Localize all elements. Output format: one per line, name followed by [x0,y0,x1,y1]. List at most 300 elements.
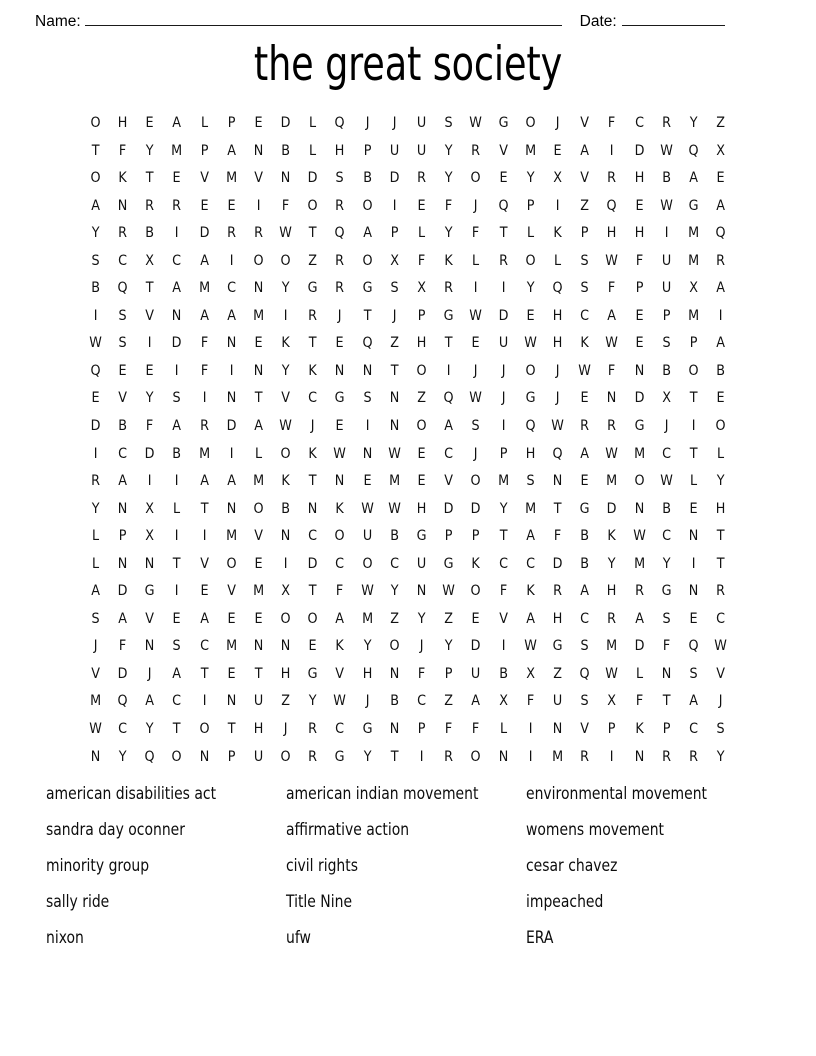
grid-cell[interactable]: M [171,142,183,159]
grid-cell[interactable]: E [200,197,209,214]
grid-cell[interactable]: O [280,610,291,627]
grid-cell[interactable]: G [144,583,155,600]
grid-cell[interactable]: L [635,665,643,682]
word-list-item[interactable]: environmental movement [526,784,708,804]
grid-cell[interactable]: R [172,197,182,214]
grid-cell[interactable]: D [471,638,481,655]
grid-cell[interactable]: I [691,418,696,435]
grid-cell[interactable]: V [444,473,454,490]
grid-cell[interactable]: M [687,252,699,269]
grid-cell[interactable]: T [308,473,317,490]
grid-cell[interactable]: A [607,307,617,324]
grid-cell[interactable]: Z [417,390,426,407]
grid-cell[interactable]: C [689,721,698,738]
grid-cell[interactable]: T [553,500,562,517]
grid-cell[interactable]: W [659,473,673,490]
grid-cell[interactable]: A [226,473,236,490]
grid-cell[interactable]: Q [334,225,346,242]
grid-cell[interactable]: Z [444,610,454,627]
grid-cell[interactable]: E [417,445,426,462]
word-list-item[interactable]: ERA [526,928,554,948]
grid-cell[interactable]: S [91,252,100,269]
grid-cell[interactable]: M [225,528,237,545]
grid-cell[interactable]: L [309,142,317,159]
grid-cell[interactable]: N [362,362,372,379]
grid-cell[interactable]: K [607,528,617,545]
grid-cell[interactable]: F [118,638,127,655]
grid-cell[interactable]: L [254,445,263,462]
grid-cell[interactable]: O [226,555,237,572]
grid-cell[interactable]: V [90,665,100,682]
grid-cell[interactable]: Y [444,225,453,242]
grid-cell[interactable]: L [553,252,562,269]
grid-cell[interactable]: D [634,638,645,655]
grid-cell[interactable]: N [335,362,345,379]
grid-cell[interactable]: G [579,500,590,517]
word-list-item[interactable]: civil rights [286,856,358,876]
grid-cell[interactable]: R [634,583,644,600]
grid-cell[interactable]: S [172,638,181,655]
grid-cell[interactable]: A [118,610,127,627]
grid-cell[interactable]: V [226,583,236,600]
grid-cell[interactable]: T [200,500,208,517]
grid-cell[interactable]: V [498,142,508,159]
grid-cell[interactable]: S [662,610,671,627]
grid-cell[interactable]: U [416,115,427,131]
grid-cell[interactable]: G [661,583,672,600]
grid-cell[interactable]: O [199,721,210,738]
grid-cell[interactable]: V [580,721,590,738]
grid-cell[interactable]: G [335,390,345,407]
grid-cell[interactable]: E [580,473,589,490]
grid-cell[interactable]: S [580,252,589,269]
grid-cell[interactable]: W [279,225,292,242]
grid-cell[interactable]: J [555,362,560,379]
grid-cell[interactable]: J [474,197,478,214]
grid-cell[interactable]: N [117,500,128,517]
grid-cell[interactable]: I [446,362,451,379]
grid-cell[interactable]: I [202,693,206,710]
grid-cell[interactable]: C [118,252,127,269]
grid-cell[interactable]: A [226,142,236,159]
grid-cell[interactable]: C [308,390,318,407]
grid-cell[interactable]: Z [553,665,562,682]
grid-cell[interactable]: R [607,610,617,627]
grid-cell[interactable]: I [256,197,261,214]
grid-cell[interactable]: Q [525,418,536,435]
grid-cell[interactable]: X [390,252,399,269]
grid-cell[interactable]: C [335,555,345,572]
grid-cell[interactable]: B [661,170,671,187]
word-list-item[interactable]: nixon [46,928,84,948]
grid-cell[interactable]: W [605,445,619,462]
grid-cell[interactable]: N [280,528,291,545]
grid-cell[interactable]: O [280,252,291,269]
grid-cell[interactable]: P [227,115,236,131]
grid-cell[interactable]: I [147,335,152,352]
grid-cell[interactable]: D [117,583,128,600]
grid-cell[interactable]: G [307,665,318,682]
grid-cell[interactable]: N [634,500,644,517]
grid-cell[interactable]: T [173,721,181,738]
grid-cell[interactable]: H [715,500,726,517]
grid-cell[interactable]: V [254,170,263,187]
grid-cell[interactable]: T [145,170,154,187]
grid-cell[interactable]: J [93,638,98,655]
grid-cell[interactable]: B [661,500,671,517]
grid-cell[interactable]: G [443,307,454,324]
grid-cell[interactable]: W [524,335,537,352]
grid-cell[interactable]: H [607,583,617,600]
grid-cell[interactable]: A [145,693,155,710]
grid-cell[interactable]: J [365,115,370,131]
grid-cell[interactable]: O [307,610,318,627]
grid-cell[interactable]: X [689,280,698,297]
grid-cell[interactable]: V [580,115,590,131]
grid-cell[interactable]: N [634,748,644,765]
grid-cell[interactable]: U [661,252,671,269]
grid-cell[interactable]: F [526,693,535,710]
grid-cell[interactable]: P [662,307,671,324]
grid-cell[interactable]: X [553,170,562,187]
grid-cell[interactable]: W [333,445,347,462]
grid-cell[interactable]: Q [117,693,128,710]
grid-cell[interactable]: R [689,748,698,765]
grid-cell[interactable]: Y [444,638,453,655]
grid-cell[interactable]: H [416,500,427,517]
grid-cell[interactable]: N [226,335,237,352]
grid-cell[interactable]: D [199,225,210,242]
grid-cell[interactable]: L [472,252,480,269]
grid-cell[interactable]: Y [526,280,535,297]
grid-cell[interactable]: E [227,665,236,682]
grid-cell[interactable]: N [688,528,699,545]
grid-cell[interactable]: N [552,473,563,490]
grid-cell[interactable]: C [661,528,671,545]
grid-cell[interactable]: L [689,473,698,490]
grid-cell[interactable]: T [308,225,317,242]
grid-cell[interactable]: B [580,528,590,545]
grid-cell[interactable]: T [716,555,725,572]
grid-cell[interactable]: V [281,390,291,407]
grid-cell[interactable]: O [688,362,699,379]
grid-cell[interactable]: A [172,418,182,435]
grid-cell[interactable]: N [335,473,345,490]
grid-cell[interactable]: O [307,197,318,214]
grid-cell[interactable]: R [254,225,263,242]
grid-cell[interactable]: U [253,748,264,765]
grid-cell[interactable]: I [283,555,288,572]
grid-cell[interactable]: H [280,665,291,682]
grid-cell[interactable]: T [145,280,154,297]
grid-cell[interactable]: K [335,500,345,517]
grid-cell[interactable]: P [118,528,127,545]
grid-cell[interactable]: R [145,197,155,214]
grid-cell[interactable]: P [472,528,480,545]
grid-cell[interactable]: B [90,280,100,297]
grid-cell[interactable]: R [444,748,454,765]
grid-cell[interactable]: Q [117,280,128,297]
grid-cell[interactable]: Y [363,748,372,765]
grid-cell[interactable]: E [471,610,480,627]
grid-cell[interactable]: E [580,390,589,407]
grid-cell[interactable]: A [634,610,644,627]
grid-cell[interactable]: Y [281,362,290,379]
grid-cell[interactable]: F [472,721,480,738]
word-list-item[interactable]: womens movement [526,820,665,840]
grid-cell[interactable]: F [417,252,426,269]
grid-cell[interactable]: I [610,748,614,765]
grid-cell[interactable]: P [200,142,208,159]
grid-cell[interactable]: E [227,610,236,627]
grid-cell[interactable]: P [608,721,616,738]
grid-cell[interactable]: W [714,638,727,655]
grid-cell[interactable]: O [362,197,373,214]
grid-cell[interactable]: F [635,693,643,710]
grid-cell[interactable]: P [580,225,589,242]
grid-cell[interactable]: T [499,528,508,545]
grid-cell[interactable]: N [498,748,508,765]
grid-cell[interactable]: J [474,362,478,379]
grid-cell[interactable]: Y [145,721,154,738]
grid-cell[interactable]: C [498,555,508,572]
grid-cell[interactable]: T [444,335,453,352]
grid-cell[interactable]: W [659,197,673,214]
grid-cell[interactable]: G [552,638,563,655]
grid-cell[interactable]: T [227,721,236,738]
grid-cell[interactable]: V [335,665,345,682]
grid-cell[interactable]: V [145,307,155,324]
grid-cell[interactable]: C [444,445,454,462]
grid-cell[interactable]: D [634,390,645,407]
grid-cell[interactable]: L [499,721,507,738]
grid-cell[interactable]: C [634,115,644,131]
grid-cell[interactable]: R [444,280,454,297]
grid-cell[interactable]: V [498,610,508,627]
grid-cell[interactable]: G [335,748,345,765]
grid-cell[interactable]: E [91,390,100,407]
grid-cell[interactable]: C [417,693,427,710]
grid-cell[interactable]: I [229,362,234,379]
grid-cell[interactable]: D [307,555,318,572]
grid-cell[interactable]: L [91,555,99,572]
grid-cell[interactable]: U [389,142,400,159]
grid-cell[interactable]: Q [552,445,563,462]
grid-cell[interactable]: U [661,280,671,297]
grid-cell[interactable]: O [171,748,182,765]
grid-cell[interactable]: O [253,252,264,269]
grid-cell[interactable]: L [173,500,181,517]
grid-cell[interactable]: M [524,500,536,517]
grid-cell[interactable]: H [362,665,373,682]
grid-cell[interactable]: W [605,665,619,682]
grid-cell[interactable]: T [308,583,317,600]
grid-cell[interactable]: D [389,170,400,187]
grid-cell[interactable]: E [200,583,209,600]
grid-cell[interactable]: F [608,280,616,297]
grid-cell[interactable]: E [308,638,317,655]
grid-cell[interactable]: R [308,748,318,765]
grid-cell[interactable]: J [392,307,397,324]
grid-cell[interactable]: P [526,197,535,214]
grid-cell[interactable]: E [417,473,426,490]
grid-cell[interactable]: E [499,170,508,187]
grid-cell[interactable]: R [308,307,318,324]
grid-cell[interactable]: C [661,445,671,462]
grid-cell[interactable]: E [172,610,181,627]
grid-cell[interactable]: B [661,362,671,379]
word-search-grid[interactable] [82,110,735,771]
name-write-line[interactable] [85,25,562,26]
word-list-item[interactable]: minority group [46,856,150,876]
grid-cell[interactable]: B [362,170,372,187]
grid-cell[interactable]: M [225,638,237,655]
grid-cell[interactable]: E [471,335,480,352]
grid-cell[interactable]: E [635,197,644,214]
grid-cell[interactable]: A [90,197,100,214]
grid-cell[interactable]: A [716,280,726,297]
grid-cell[interactable]: S [716,721,725,738]
grid-cell[interactable]: Q [90,362,101,379]
word-list-item[interactable]: american indian movement [286,784,479,804]
grid-cell[interactable]: N [389,721,400,738]
grid-cell[interactable]: M [361,610,373,627]
grid-cell[interactable]: Y [308,693,317,710]
word-list-item[interactable]: ufw [286,928,311,948]
grid-cell[interactable]: F [662,638,670,655]
grid-cell[interactable]: K [118,170,127,187]
grid-cell[interactable]: A [471,693,481,710]
grid-cell[interactable]: E [172,170,181,187]
grid-cell[interactable]: L [526,225,534,242]
grid-cell[interactable]: A [689,170,698,187]
grid-cell[interactable]: C [118,445,127,462]
grid-cell[interactable]: I [501,638,506,655]
grid-cell[interactable]: C [580,307,590,324]
grid-cell[interactable]: D [117,665,128,682]
grid-cell[interactable]: I [718,307,723,324]
grid-cell[interactable]: R [498,252,508,269]
grid-cell[interactable]: G [498,115,509,131]
grid-cell[interactable]: X [417,280,426,297]
grid-cell[interactable]: F [553,528,562,545]
grid-cell[interactable]: S [580,638,589,655]
grid-cell[interactable]: N [117,555,128,572]
grid-cell[interactable]: F [635,252,643,269]
grid-cell[interactable]: N [172,307,182,324]
grid-cell[interactable]: N [389,665,400,682]
grid-cell[interactable]: P [499,445,508,462]
grid-cell[interactable]: S [363,390,372,407]
grid-cell[interactable]: N [389,418,400,435]
grid-cell[interactable]: J [555,390,560,407]
grid-cell[interactable]: E [553,142,562,159]
grid-cell[interactable]: P [227,748,236,765]
grid-cell[interactable]: O [334,528,346,545]
grid-cell[interactable]: W [659,142,673,159]
grid-cell[interactable]: C [172,693,182,710]
grid-cell[interactable]: A [580,445,590,462]
grid-cell[interactable]: P [417,307,426,324]
grid-cell[interactable]: I [175,473,179,490]
grid-cell[interactable]: I [175,225,179,242]
grid-cell[interactable]: K [526,583,535,600]
grid-cell[interactable]: P [363,142,372,159]
grid-cell[interactable]: I [283,307,288,324]
grid-cell[interactable]: M [687,307,699,324]
grid-cell[interactable]: M [552,748,564,765]
grid-cell[interactable]: T [200,665,208,682]
grid-cell[interactable]: Q [498,197,509,214]
grid-cell[interactable]: M [198,445,210,462]
grid-cell[interactable]: E [227,197,236,214]
grid-cell[interactable]: W [551,418,564,435]
grid-cell[interactable]: N [253,638,264,655]
grid-cell[interactable]: E [689,500,698,517]
grid-cell[interactable]: H [525,445,536,462]
grid-cell[interactable]: S [471,418,481,435]
grid-cell[interactable]: T [363,307,372,324]
grid-cell[interactable]: P [417,721,426,738]
grid-cell[interactable]: E [417,197,426,214]
grid-cell[interactable]: K [335,638,345,655]
grid-cell[interactable]: U [471,665,481,682]
grid-cell[interactable]: Y [689,115,698,131]
grid-cell[interactable]: M [633,445,645,462]
grid-cell[interactable]: I [175,528,179,545]
grid-cell[interactable]: G [634,418,645,435]
grid-cell[interactable]: I [229,445,234,462]
grid-cell[interactable]: J [392,115,397,131]
grid-cell[interactable]: K [308,362,318,379]
grid-cell[interactable]: G [307,280,318,297]
grid-cell[interactable]: R [553,583,562,600]
grid-cell[interactable]: U [362,528,372,545]
grid-cell[interactable]: O [470,473,481,490]
grid-cell[interactable]: H [634,225,644,242]
grid-cell[interactable]: B [118,418,127,435]
grid-cell[interactable]: R [580,748,590,765]
grid-cell[interactable]: R [199,418,209,435]
grid-cell[interactable]: B [580,555,590,572]
grid-cell[interactable]: A [716,197,726,214]
grid-cell[interactable]: F [499,583,507,600]
grid-cell[interactable]: O [280,748,291,765]
grid-cell[interactable]: P [662,721,671,738]
grid-cell[interactable]: I [229,252,234,269]
grid-cell[interactable]: R [118,225,127,242]
grid-cell[interactable]: W [279,418,292,435]
grid-cell[interactable]: Y [281,280,290,297]
grid-cell[interactable]: R [716,583,726,600]
grid-cell[interactable]: I [664,225,669,242]
grid-cell[interactable]: W [89,335,102,352]
grid-cell[interactable]: T [716,528,725,545]
grid-cell[interactable]: I [691,555,696,572]
grid-cell[interactable]: T [689,445,698,462]
grid-cell[interactable]: I [501,280,506,297]
grid-cell[interactable]: O [634,473,645,490]
grid-cell[interactable]: S [689,665,698,682]
grid-cell[interactable]: J [310,418,315,435]
grid-cell[interactable]: R [661,115,671,131]
grid-cell[interactable]: B [716,362,726,379]
grid-cell[interactable]: Y [91,225,100,242]
grid-cell[interactable]: I [147,473,152,490]
grid-cell[interactable]: L [418,225,426,242]
word-list-item[interactable]: cesar chavez [526,856,618,876]
grid-cell[interactable]: A [172,665,182,682]
